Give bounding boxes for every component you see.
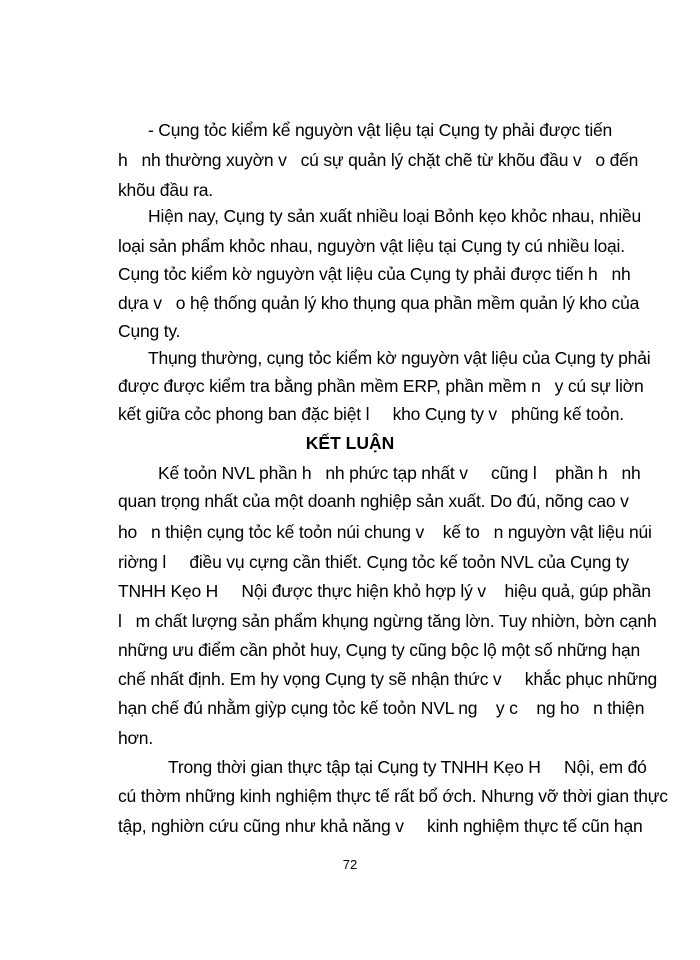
paragraph-line: kết giữa cỏc phong ban đặc biệt l kho Cụng ty v phũng kế toỏn. xyxy=(118,404,624,424)
paragraph-line: ho n thiện cụng tỏc kế toỏn núi chung v kế to n nguyờn vật liệu núi xyxy=(118,522,652,542)
paragraph-line: dựa v o hệ thống quản lý kho thụng qua phần mềm quản lý kho của xyxy=(118,293,640,313)
paragraph-line: - Cụng tỏc kiểm kể nguyờn vật liệu tại Cụng ty phải được tiến xyxy=(148,120,613,140)
paragraph-line: quan trọng nhất của một doanh nghiệp sản xuất. Do đú, nõng cao v xyxy=(118,491,629,511)
paragraph-line: TNHH Kẹo H Nội được thực hiện khỏ hợp lý v hiệu quả, gúp phần xyxy=(118,581,651,601)
paragraph-line: hạn chế đú nhằm giỳp cụng tỏc kế toỏn NVL ng y c ng ho n thiện xyxy=(118,698,645,718)
paragraph-line: cú thờm những kinh nghiệm thực tế rất bổ ớch. Nhưng vỡ thời gian thực xyxy=(118,786,668,806)
paragraph-line: riờng l điều vụ cựng cần thiết. Cụng tỏc kế toỏn NVL của Cụng ty xyxy=(118,552,629,572)
paragraph-line: Kế toỏn NVL phần h nh phức tạp nhất v cũng l phần h nh xyxy=(158,463,641,483)
paragraph-line: những ưu điểm cần phỏt huy, Cụng ty cũng bộc lộ một số những hạn xyxy=(118,640,641,660)
paragraph-line: Trong thời gian thực tập tại Cụng ty TNHH Kẹo H Nội, em đó xyxy=(168,757,647,777)
paragraph-line: Cụng tỏc kiểm kờ nguyờn vật liệu của Cụng ty phải được tiến h nh xyxy=(118,264,631,284)
paragraph-line: h nh thường xuyờn v cú sự quản lý chặt chẽ từ khõu đầu v o đến xyxy=(118,150,639,170)
paragraph-line: loại sản phẩm khỏc nhau, nguyờn vật liệu tại Cụng ty cú nhiều loại. xyxy=(118,236,625,256)
paragraph-line: chế nhất định. Em hy vọng Cụng ty sẽ nhận thức v khắc phục những xyxy=(118,669,658,689)
paragraph-line: l m chất lượng sản phẩm khụng ngừng tăng lờn. Tuy nhiờn, bờn cạnh xyxy=(118,611,657,631)
paragraph-line: hơn. xyxy=(118,728,154,748)
section-heading: KẾT LUẬN xyxy=(305,433,395,453)
paragraph-line: Thụng thường, cụng tỏc kiểm kờ nguyờn vật liệu của Cụng ty phải xyxy=(148,348,651,368)
paragraph-line: tập, nghiờn cứu cũng như khả năng v kinh nghiệm thực tế cũn hạn xyxy=(118,816,643,836)
paragraph-line: Cụng ty. xyxy=(118,321,181,341)
paragraph-line: được được kiểm tra bằng phần mềm ERP, phần mềm n y cú sự liờn xyxy=(118,376,644,396)
paragraph-line: khõu đầu ra. xyxy=(118,180,213,200)
page-number: 72 xyxy=(342,857,358,872)
paragraph-line: Hiện nay, Cụng ty sản xuất nhiều loại Bỏnh kẹo khỏc nhau, nhiều xyxy=(148,206,641,226)
